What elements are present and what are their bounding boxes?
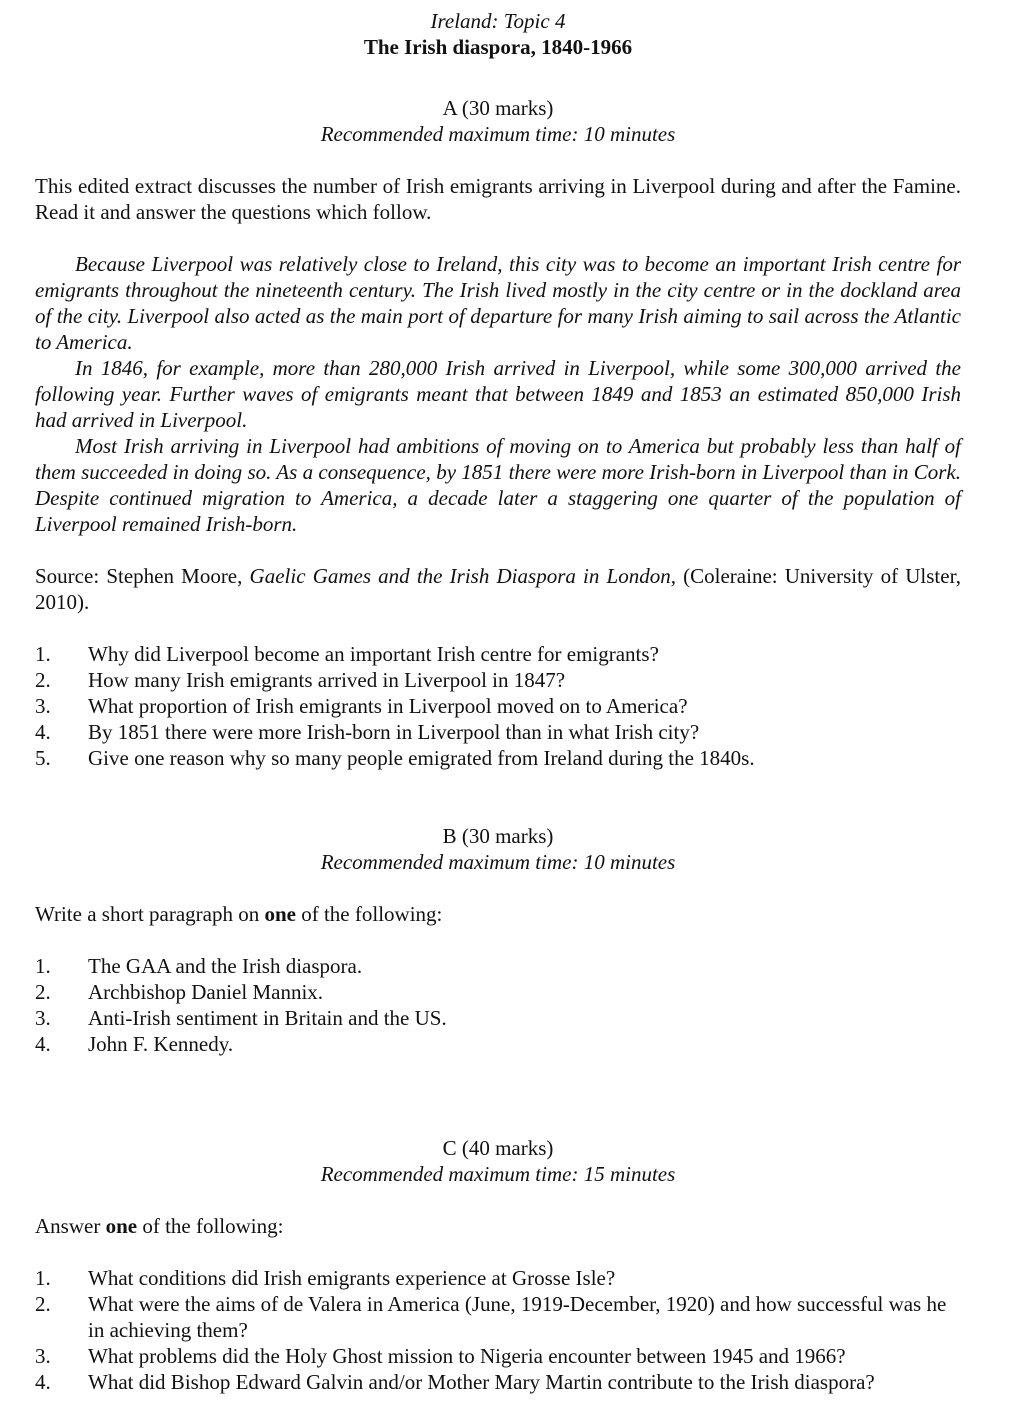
intro-text: Answer (35, 1214, 106, 1238)
question-number: 3. (35, 1006, 51, 1030)
list-item (35, 1005, 961, 1031)
question-number: 3. (35, 694, 51, 718)
list-item (35, 693, 961, 719)
section-b-intro (35, 901, 961, 927)
question-number: 1. (35, 642, 51, 666)
source-title: Gaelic Games and the Irish Diaspora in London, (249, 564, 676, 588)
page-header (35, 8, 961, 60)
intro-emphasis: one (264, 902, 296, 926)
exam-page (35, 8, 961, 1395)
list-item (35, 953, 961, 979)
extract-paragraph: Most Irish arriving in Liverpool had ambitions of moving on to America but probably less than half of them succeeded in doing so. As a consequence, by 1851 there were more Irish-born in Liverpool than in Cork. Despite continued migration to America, a decade later a staggering one quarter of the population of Liverpool remained Irish-born. (35, 434, 961, 536)
question-number: 5. (35, 746, 51, 770)
list-item (35, 1343, 961, 1369)
section-a-intro: This edited extract discusses the number of Irish emigrants arriving in Liverpool during and after the Famine. Read it and answer the questions which follow. (35, 174, 961, 224)
section-b-header (35, 823, 961, 875)
question-text: Archbishop Daniel Mannix. (88, 980, 324, 1004)
intro-text: of the following: (295, 902, 443, 926)
section-a-questions (35, 641, 961, 771)
question-text: What proportion of Irish emigrants in Liverpool moved on to America? (88, 694, 688, 718)
section-a-heading: A (30 marks) (442, 96, 554, 120)
section-c-questions (35, 1265, 961, 1395)
section-c-header (35, 1135, 961, 1187)
extract-paragraph: Because Liverpool was relatively close to Ireland, this city was to become an important Irish centre for emigrants throughout the nineteenth century. The Irish lived mostly in the city centre or in the dockland area of the city. Liverpool also acted as the main port of departure for many Irish aiming to sail across the Atlantic to America. (35, 252, 961, 354)
question-number: 2. (35, 668, 51, 692)
section-a-time: Recommended maximum time: 10 minutes (320, 122, 676, 146)
source-suffix: (Coleraine: University of Ulster, 2010). (35, 564, 961, 614)
question-text: What conditions did Irish emigrants experience at Grosse Isle? (88, 1266, 616, 1290)
source-citation (35, 563, 961, 615)
question-number: 3. (35, 1344, 51, 1368)
source-prefix: Source: Stephen Moore, (35, 564, 250, 588)
question-number: 1. (35, 954, 51, 978)
section-b-heading: B (30 marks) (442, 824, 554, 848)
section-a-header (35, 95, 961, 147)
list-item (35, 667, 961, 693)
section-b (35, 823, 961, 1057)
list-item (35, 745, 961, 771)
extract-block (35, 251, 961, 537)
question-text: Anti-Irish sentiment in Britain and the US. (88, 1006, 447, 1030)
question-number: 1. (35, 1266, 51, 1290)
section-c-intro (35, 1213, 961, 1239)
question-text: What were the aims of de Valera in America (June, 1919-December, 1920) and how successful was he in achieving them? (88, 1292, 947, 1342)
question-number: 4. (35, 1370, 51, 1394)
list-item (35, 1031, 961, 1057)
section-c-time: Recommended maximum time: 15 minutes (320, 1162, 676, 1186)
question-text: Give one reason why so many people emigrated from Ireland during the 1840s. (88, 746, 755, 770)
question-text: John F. Kennedy. (88, 1032, 234, 1056)
list-item (35, 979, 961, 1005)
extract-paragraph: In 1846, for example, more than 280,000 Irish arrived in Liverpool, while some 300,000 arrived the following year. Further waves of emigrants meant that between 1849 and 1853 an estimated 850,000 Irish had arrived in Liverpool. (35, 356, 961, 432)
list-item (35, 1265, 961, 1291)
section-b-questions (35, 953, 961, 1057)
intro-text: of the following: (137, 1214, 284, 1238)
page-title: The Irish diaspora, 1840-1966 (363, 35, 633, 59)
question-text: What did Bishop Edward Galvin and/or Mother Mary Martin contribute to the Irish diaspora? (88, 1370, 875, 1394)
list-item (35, 719, 961, 745)
question-text: The GAA and the Irish diaspora. (88, 954, 363, 978)
question-number: 4. (35, 720, 51, 744)
list-item (35, 641, 961, 667)
intro-emphasis: one (105, 1214, 138, 1238)
question-number: 2. (35, 980, 51, 1004)
section-c (35, 1135, 961, 1395)
question-text: By 1851 there were more Irish-born in Liverpool than in what Irish city? (88, 720, 700, 744)
section-a (35, 95, 961, 771)
list-item (35, 1291, 961, 1343)
topic-label: Ireland: Topic 4 (430, 9, 566, 33)
section-c-heading: C (40 marks) (442, 1136, 554, 1160)
question-text: Why did Liverpool become an important Irish centre for emigrants? (88, 642, 659, 666)
question-number: 4. (35, 1032, 51, 1056)
intro-text: Write a short paragraph on (35, 902, 265, 926)
question-text: What problems did the Holy Ghost mission to Nigeria encounter between 1945 and 1966? (88, 1344, 846, 1368)
question-text: How many Irish emigrants arrived in Liverpool in 1847? (88, 668, 566, 692)
question-number: 2. (35, 1292, 51, 1316)
section-b-time: Recommended maximum time: 10 minutes (320, 850, 676, 874)
list-item (35, 1369, 961, 1395)
